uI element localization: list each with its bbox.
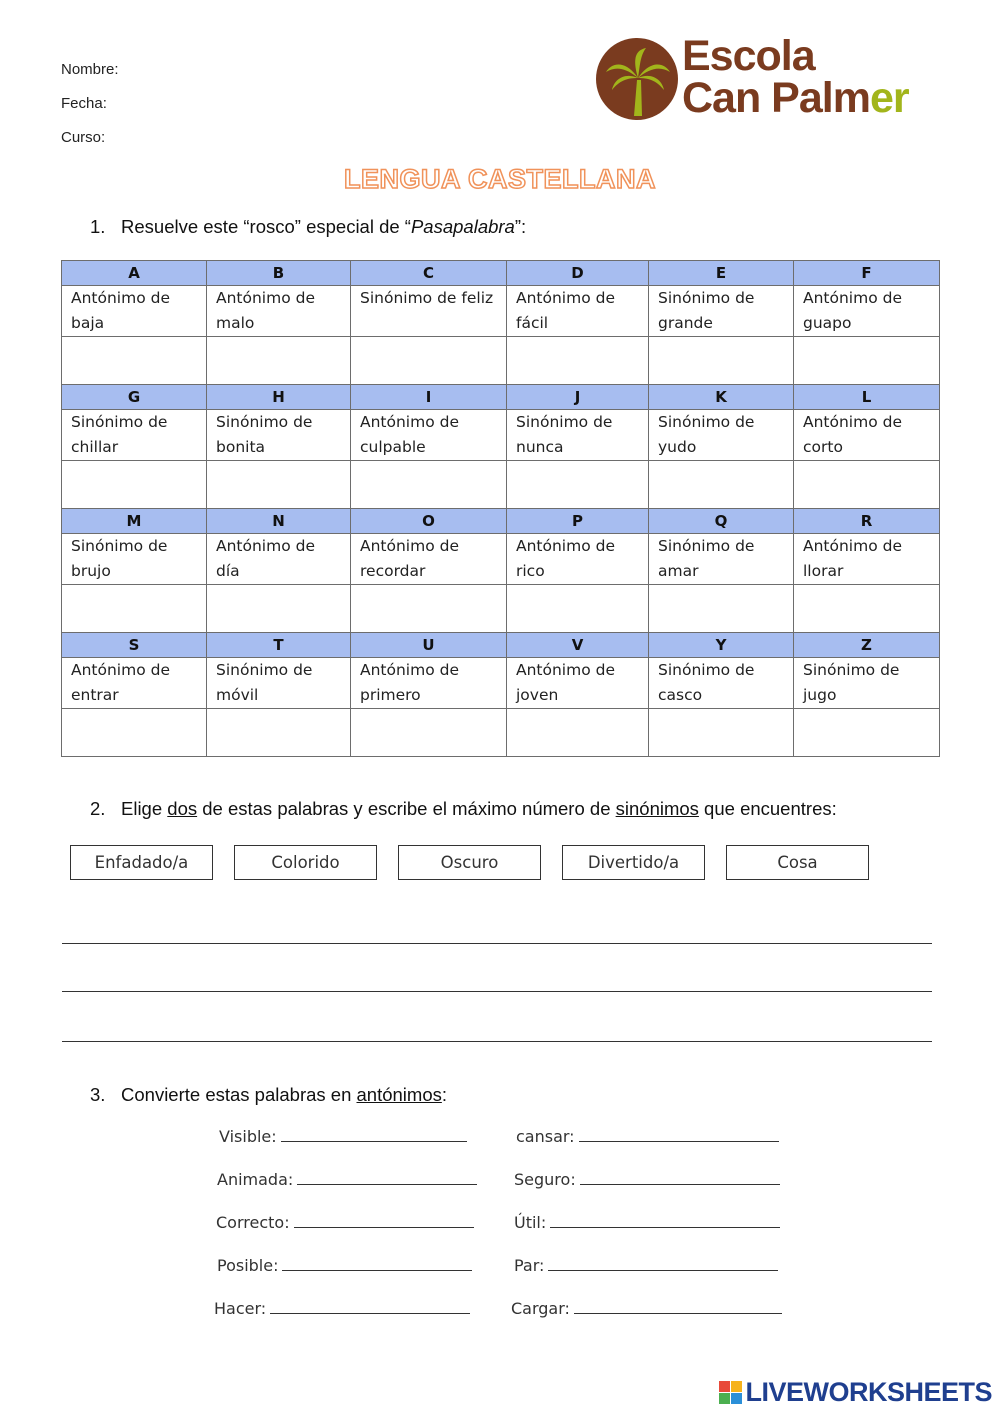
clue-line-2: corto — [803, 437, 843, 456]
rosco-table — [61, 260, 940, 757]
rosco-answer-cell[interactable] — [62, 585, 207, 633]
rosco-clue — [62, 658, 207, 709]
rosco-clue — [794, 410, 940, 461]
clue-line-1: Sinónimo de — [71, 413, 168, 431]
clue-line-2: primero — [360, 685, 421, 704]
rosco-clue — [62, 534, 207, 585]
rosco-letter: L — [794, 385, 940, 410]
rosco-letter: Z — [794, 633, 940, 658]
rosco-answer-cell[interactable] — [507, 461, 649, 509]
rosco-answer-cell[interactable] — [62, 337, 207, 385]
answer-row — [62, 461, 940, 509]
rosco-answer-cell[interactable] — [794, 337, 940, 385]
answer-line[interactable] — [62, 1041, 932, 1042]
antonym-item: Par: — [514, 1256, 778, 1275]
rosco-letter: Q — [649, 509, 794, 534]
answer-row — [62, 585, 940, 633]
clue-line-2: baja — [71, 313, 105, 332]
antonym-answer-line[interactable] — [579, 1127, 779, 1142]
clue-line-1: Sinónimo de — [516, 413, 613, 431]
clue-line-1: Sinónimo de — [658, 413, 755, 431]
rosco-letter: M — [62, 509, 207, 534]
rosco-answer-cell[interactable] — [649, 337, 794, 385]
logo-text-line2: Can Palmer — [682, 74, 909, 122]
clue-line-2: bonita — [216, 437, 266, 456]
clue-line-2: casco — [658, 685, 703, 704]
rosco-letter: Y — [649, 633, 794, 658]
answer-row — [62, 709, 940, 757]
palm-tree-icon — [596, 38, 678, 120]
antonym-item: Útil: — [514, 1213, 780, 1232]
antonym-item: Visible: — [219, 1127, 467, 1146]
clue-line-2: yudo — [658, 437, 697, 456]
clue-line-2: joven — [516, 685, 559, 704]
clue-line-1: Antónimo de — [516, 537, 616, 555]
rosco-letter: U — [351, 633, 507, 658]
rosco-clue — [207, 286, 351, 337]
rosco-clue — [649, 286, 794, 337]
logo-text-line1: Escola — [682, 32, 815, 80]
rosco-letter: H — [207, 385, 351, 410]
clue-line-1: Sinónimo de — [803, 661, 900, 679]
rosco-letter: P — [507, 509, 649, 534]
rosco-answer-cell[interactable] — [507, 585, 649, 633]
clue-line-2: brujo — [71, 561, 111, 580]
answer-line[interactable] — [62, 943, 932, 944]
rosco-answer-cell[interactable] — [507, 337, 649, 385]
clue-line-1: Sinónimo de — [658, 661, 755, 679]
clue-line-1: Antónimo de — [360, 661, 460, 679]
rosco-answer-cell[interactable] — [794, 461, 940, 509]
antonym-answer-line[interactable] — [282, 1256, 472, 1271]
antonym-answer-line[interactable] — [548, 1256, 778, 1271]
antonym-answer-line[interactable] — [294, 1213, 474, 1228]
rosco-clue — [207, 658, 351, 709]
clue-line-1: Sinónimo de — [658, 537, 755, 555]
rosco-letter: S — [62, 633, 207, 658]
clue-line-2: guapo — [803, 313, 852, 332]
antonym-item: Posible: — [217, 1256, 472, 1275]
clue-line-1: Antónimo de — [71, 289, 171, 307]
rosco-clue — [207, 410, 351, 461]
course-field-label: Curso: — [61, 129, 106, 146]
rosco-answer-cell[interactable] — [351, 709, 507, 757]
clue-line-2: amar — [658, 561, 699, 580]
rosco-answer-cell[interactable] — [62, 461, 207, 509]
rosco-letter: E — [649, 261, 794, 286]
question-2: 2. Elige dos de estas palabras y escribe el máximo número de sinónimos que encuentres: — [90, 798, 837, 819]
rosco-clue — [351, 410, 507, 461]
clue-line-2: llorar — [803, 561, 844, 580]
clue-line-1: Antónimo de — [71, 661, 171, 679]
clue-line-2: jugo — [803, 685, 837, 704]
rosco-letter: I — [351, 385, 507, 410]
rosco-answer-cell[interactable] — [351, 585, 507, 633]
answer-line[interactable] — [62, 991, 932, 992]
clue-line-2: entrar — [71, 685, 119, 704]
rosco-clue — [794, 658, 940, 709]
word-box: Enfadado/a — [70, 845, 213, 880]
rosco-answer-cell[interactable] — [207, 461, 351, 509]
antonym-answer-line[interactable] — [550, 1213, 780, 1228]
rosco-clue — [507, 534, 649, 585]
rosco-clue — [649, 410, 794, 461]
rosco-clue — [62, 286, 207, 337]
rosco-answer-cell[interactable] — [351, 337, 507, 385]
clue-line-1: Sinónimo de — [216, 661, 313, 679]
question-3: 3. Convierte estas palabras en antónimos: — [90, 1084, 447, 1105]
letter-row — [62, 385, 940, 410]
word-box: Cosa — [726, 845, 869, 880]
rosco-answer-cell[interactable] — [649, 585, 794, 633]
clue-row — [62, 286, 940, 337]
antonym-item: Hacer: — [214, 1299, 470, 1318]
word-box: Divertido/a — [562, 845, 705, 880]
rosco-clue — [207, 534, 351, 585]
word-box: Colorido — [234, 845, 377, 880]
rosco-letter: J — [507, 385, 649, 410]
rosco-answer-cell[interactable] — [649, 461, 794, 509]
rosco-clue — [507, 286, 649, 337]
clue-line-1: Antónimo de — [803, 289, 903, 307]
clue-line-2: recordar — [360, 561, 426, 580]
rosco-answer-cell[interactable] — [794, 585, 940, 633]
clue-line-1: Antónimo de — [360, 413, 460, 431]
question-1: 1. Resuelve este “rosco” especial de “Pasapalabra”: — [90, 216, 527, 237]
clue-line-2: chillar — [71, 437, 119, 456]
rosco-answer-cell[interactable] — [351, 461, 507, 509]
clue-line-1: Sinónimo de — [658, 289, 755, 307]
rosco-clue — [649, 658, 794, 709]
clue-line-1: Sinónimo de — [71, 537, 168, 555]
rosco-letter: G — [62, 385, 207, 410]
rosco-letter: C — [351, 261, 507, 286]
clue-line-1: Antónimo de — [803, 413, 903, 431]
clue-row — [62, 410, 940, 461]
clue-line-1: Antónimo de — [803, 537, 903, 555]
clue-line-2: fácil — [516, 313, 549, 332]
rosco-clue — [649, 534, 794, 585]
liveworksheets-brand: LIVEWORKSHEETS — [719, 1377, 992, 1407]
antonym-item: Correcto: — [216, 1213, 474, 1232]
rosco-clue — [351, 658, 507, 709]
clue-line-1: Sinónimo de feliz — [360, 289, 494, 307]
page-title: LENGUA CASTELLANA — [344, 164, 656, 194]
antonym-item: Cargar: — [511, 1299, 782, 1318]
antonym-answer-line[interactable] — [297, 1170, 477, 1185]
clue-line-1: Antónimo de — [216, 289, 316, 307]
rosco-answer-cell[interactable] — [62, 709, 207, 757]
letter-row — [62, 633, 940, 658]
letter-row — [62, 261, 940, 286]
rosco-answer-cell[interactable] — [207, 585, 351, 633]
rosco-answer-cell[interactable] — [649, 709, 794, 757]
school-logo — [596, 32, 936, 126]
rosco-letter: A — [62, 261, 207, 286]
antonym-item: Seguro: — [514, 1170, 780, 1189]
rosco-answer-cell[interactable] — [207, 337, 351, 385]
word-box: Oscuro — [398, 845, 541, 880]
rosco-clue — [794, 286, 940, 337]
clue-line-1: Antónimo de — [516, 289, 616, 307]
rosco-letter: F — [794, 261, 940, 286]
clue-line-2: móvil — [216, 685, 259, 704]
clue-line-1: Antónimo de — [516, 661, 616, 679]
clue-row — [62, 534, 940, 585]
rosco-clue — [351, 534, 507, 585]
rosco-letter: B — [207, 261, 351, 286]
antonym-item: cansar: — [516, 1127, 779, 1146]
rosco-answer-cell[interactable] — [794, 709, 940, 757]
rosco-clue — [351, 286, 507, 337]
clue-line-1: Antónimo de — [360, 537, 460, 555]
rosco-letter: N — [207, 509, 351, 534]
clue-line-2: grande — [658, 313, 713, 332]
antonym-item: Animada: — [217, 1170, 477, 1189]
clue-line-1: Sinónimo de — [216, 413, 313, 431]
clue-line-2: día — [216, 561, 240, 580]
clue-line-1: Antónimo de — [216, 537, 316, 555]
clue-line-2: malo — [216, 313, 255, 332]
rosco-answer-cell[interactable] — [207, 709, 351, 757]
clue-row — [62, 658, 940, 709]
rosco-letter: R — [794, 509, 940, 534]
clue-line-2: nunca — [516, 437, 564, 456]
antonym-answer-line[interactable] — [580, 1170, 780, 1185]
name-field-label: Nombre: — [61, 61, 119, 78]
rosco-letter: O — [351, 509, 507, 534]
antonym-answer-line[interactable] — [270, 1299, 470, 1314]
rosco-letter: V — [507, 633, 649, 658]
clue-line-2: culpable — [360, 437, 426, 456]
rosco-clue — [794, 534, 940, 585]
rosco-letter: T — [207, 633, 351, 658]
rosco-letter: D — [507, 261, 649, 286]
letter-row — [62, 509, 940, 534]
answer-row — [62, 337, 940, 385]
rosco-letter: K — [649, 385, 794, 410]
liveworksheets-icon — [719, 1381, 742, 1404]
antonym-answer-line[interactable] — [574, 1299, 782, 1314]
antonym-answer-line[interactable] — [281, 1127, 467, 1142]
date-field-label: Fecha: — [61, 95, 107, 112]
rosco-clue — [62, 410, 207, 461]
clue-line-2: rico — [516, 561, 545, 580]
rosco-clue — [507, 410, 649, 461]
rosco-answer-cell[interactable] — [507, 709, 649, 757]
rosco-clue — [507, 658, 649, 709]
